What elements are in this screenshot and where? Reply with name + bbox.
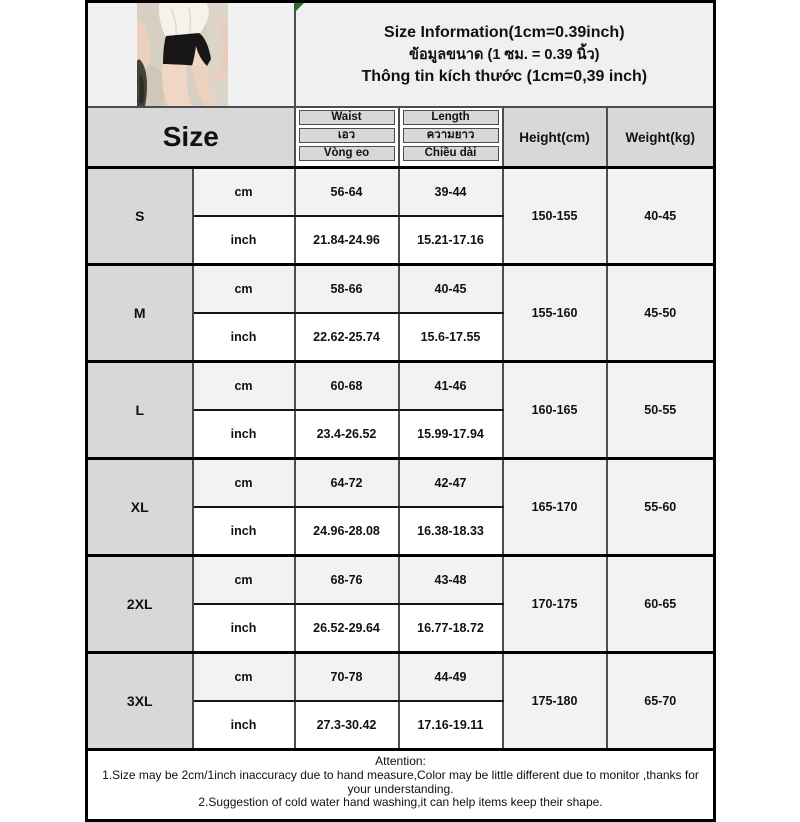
waist-inch-value: 24.96-28.08 — [295, 507, 399, 556]
height-value: 170-175 — [503, 556, 607, 653]
product-photo-cell — [87, 2, 295, 108]
length-cm-value: 43-48 — [399, 556, 503, 605]
photo-title-row — [87, 2, 715, 108]
length-label-en: Length — [403, 110, 499, 125]
column-header-row — [87, 107, 715, 168]
attention-line1: 1.Size may be 2cm/1inch inaccuracy due to hand measure,Color may be little different due to monitor ,thanks for your understanding. — [102, 767, 699, 796]
table-row-m-cm — [87, 265, 715, 314]
unit-inch: inch — [193, 701, 295, 750]
unit-inch: inch — [193, 507, 295, 556]
size-cell-2xl: 2XL — [87, 556, 193, 653]
height-column-header: Height(cm) — [503, 107, 607, 168]
table-row-3xl-cm — [87, 653, 715, 702]
unit-cm: cm — [193, 362, 295, 411]
length-cm-value: 44-49 — [399, 653, 503, 702]
attention-cell — [87, 750, 715, 821]
height-value: 165-170 — [503, 459, 607, 556]
size-column-header: Size — [87, 107, 295, 168]
length-label-th: ความยาว — [403, 128, 499, 143]
weight-value: 40-45 — [607, 168, 715, 265]
unit-inch: inch — [193, 216, 295, 265]
weight-value: 45-50 — [607, 265, 715, 362]
length-cm-value: 42-47 — [399, 459, 503, 508]
title-english: Size Information(1cm=0.39inch) — [384, 23, 625, 41]
weight-value: 65-70 — [607, 653, 715, 750]
length-label-vi: Chiều dài — [403, 146, 499, 161]
waist-cm-value: 70-78 — [295, 653, 399, 702]
waist-label-en: Waist — [299, 110, 395, 125]
title-cell — [295, 2, 715, 108]
unit-cm: cm — [193, 653, 295, 702]
green-corner-marker-icon — [296, 3, 304, 11]
table-row-s-cm — [87, 168, 715, 217]
table-row-l-cm — [87, 362, 715, 411]
waist-label-th: เอว — [299, 128, 395, 143]
unit-cm: cm — [193, 168, 295, 217]
length-column-header — [399, 107, 503, 168]
unit-cm: cm — [193, 265, 295, 314]
attention-heading: Attention: — [375, 754, 426, 768]
attention-row — [87, 750, 715, 821]
waist-cm-value: 60-68 — [295, 362, 399, 411]
waist-inch-value: 21.84-24.96 — [295, 216, 399, 265]
waist-inch-value: 26.52-29.64 — [295, 604, 399, 653]
length-cm-value: 41-46 — [399, 362, 503, 411]
waist-inch-value: 22.62-25.74 — [295, 313, 399, 362]
product-photo — [137, 3, 228, 106]
waist-cm-value: 58-66 — [295, 265, 399, 314]
waist-inch-value: 23.4-26.52 — [295, 410, 399, 459]
product-photo-illustration — [137, 3, 228, 106]
title-vietnamese: Thông tin kích thước (1cm=0,39 inch) — [361, 67, 648, 85]
length-inch-value: 17.16-19.11 — [399, 701, 503, 750]
height-value: 160-165 — [503, 362, 607, 459]
length-inch-value: 16.77-18.72 — [399, 604, 503, 653]
waist-inch-value: 27.3-30.42 — [295, 701, 399, 750]
length-inch-value: 15.6-17.55 — [399, 313, 503, 362]
size-cell-3xl: 3XL — [87, 653, 193, 750]
height-value: 155-160 — [503, 265, 607, 362]
waist-cm-value: 68-76 — [295, 556, 399, 605]
unit-cm: cm — [193, 556, 295, 605]
length-cm-value: 40-45 — [399, 265, 503, 314]
height-value: 175-180 — [503, 653, 607, 750]
weight-value: 50-55 — [607, 362, 715, 459]
attention-line2: 2.Suggestion of cold water hand washing,it can help items keep their shape. — [198, 795, 603, 810]
length-cm-value: 39-44 — [399, 168, 503, 217]
weight-column-header: Weight(kg) — [607, 107, 715, 168]
waist-column-header — [295, 107, 399, 168]
length-inch-value: 15.99-17.94 — [399, 410, 503, 459]
size-chart-table — [85, 0, 716, 822]
title-thai: ข้อมูลขนาด (1 ซม. = 0.39 นิ้ว) — [409, 46, 600, 63]
waist-label-vi: Vòng eo — [299, 146, 395, 161]
size-cell-s: S — [87, 168, 193, 265]
table-row-2xl-cm — [87, 556, 715, 605]
unit-inch: inch — [193, 410, 295, 459]
weight-value: 55-60 — [607, 459, 715, 556]
weight-value: 60-65 — [607, 556, 715, 653]
waist-cm-value: 64-72 — [295, 459, 399, 508]
length-inch-value: 16.38-18.33 — [399, 507, 503, 556]
length-inch-value: 15.21-17.16 — [399, 216, 503, 265]
unit-cm: cm — [193, 459, 295, 508]
waist-cm-value: 56-64 — [295, 168, 399, 217]
unit-inch: inch — [193, 313, 295, 362]
height-value: 150-155 — [503, 168, 607, 265]
table-row-xl-cm — [87, 459, 715, 508]
size-cell-l: L — [87, 362, 193, 459]
size-cell-m: M — [87, 265, 193, 362]
unit-inch: inch — [193, 604, 295, 653]
size-cell-xl: XL — [87, 459, 193, 556]
